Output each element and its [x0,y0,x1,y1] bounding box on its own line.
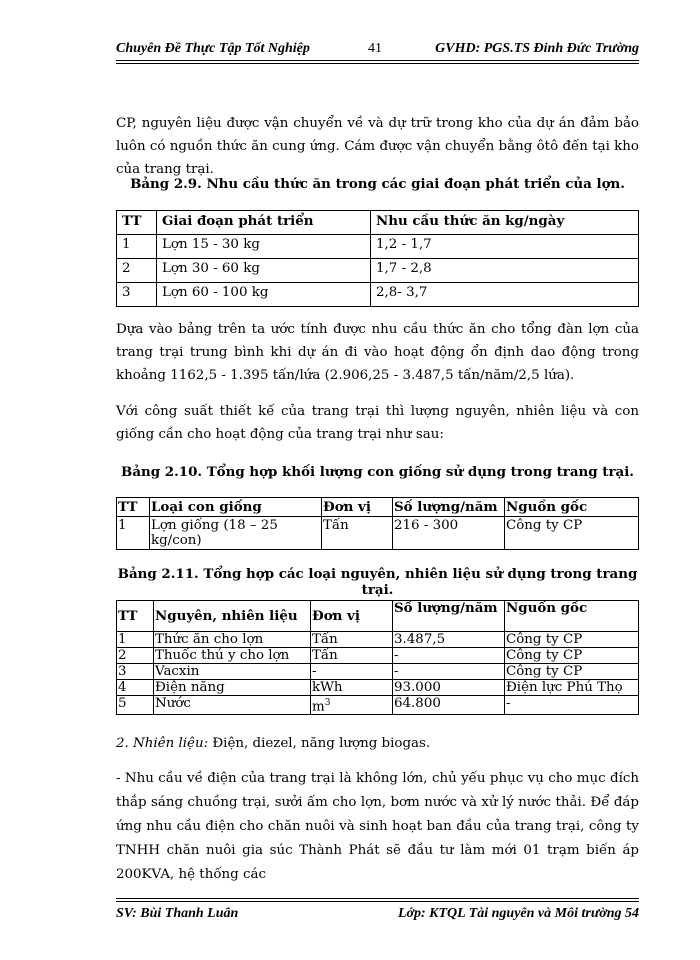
table-row [117,235,639,259]
table-cell: 1,7 - 2,8 [371,259,639,283]
page-number: 41 [368,41,382,56]
table-cell: Điện lực Phú Thọ [505,680,639,696]
fuel-section-text: Điện, diezel, năng lượng biogas. [208,736,431,751]
table-cell: 2,8- 3,7 [371,283,639,307]
table-header-cell: Nguồn gốc [505,498,639,517]
table-cell: Thuốc thú y cho lợn [154,648,311,664]
table-cell: 216 - 300 [393,517,505,550]
table-cell: 1,2 - 1,7 [371,235,639,259]
table-row [117,283,639,307]
header-supervisor: GVHD: PGS.TS Đinh Đức Trường [435,41,639,56]
table-cell: Lợn 60 - 100 kg [157,283,371,307]
table-cell: 5 [117,696,154,715]
table-feed-demand [116,210,639,307]
table-cell: 3.487,5 [393,632,505,648]
table-row [117,259,639,283]
paragraph-intro: CP, nguyên liệu được vận chuyển về và dự trữ trong kho của dự án đảm bảo luôn có nguồn thức ăn cung ứng. Cám được vận chuyển bằng ôtô đến tại kho của trang trại. [116,116,639,177]
table-cell: Công ty CP [505,648,639,664]
table-cell: 1 [117,235,157,259]
table-cell: 2 [117,259,157,283]
paragraph-feed-estimate: Dựa vào bảng trên ta ước tính được nhu cầu thức ăn cho tổng đàn lợn của trang trại trung bình khi dự án đi vào hoạt động ổn định dao động trong khoảng 1162,5 - 1.395 tấn/lứa (2.906,25 - 3.487,5 tấn/năm/2,5 lứa). [116,322,639,383]
table-row [117,680,639,696]
footer-rule [116,901,639,902]
table-header-cell: Nguyên, nhiên liệu [154,601,311,632]
table-cell: 64.800 [393,696,505,715]
table-row [117,648,639,664]
footer-student: SV: Bùi Thanh Luân [116,906,239,921]
table3-caption: Bảng 2.11. Tổng hợp các loại nguyên, nhiên liệu sử dụng trong trang trại. [117,566,638,598]
table-header-cell: Loại con giống [150,498,322,517]
table-cell: Nước [154,696,311,715]
table-header-cell: Nguồn gốc [505,601,639,632]
table-row [117,517,639,550]
footer-class: Lớp: KTQL Tài nguyên và Môi trường 54 [397,906,639,921]
table-header-cell: Giai đoạn phát triển [157,211,371,235]
table-cell: Điện năng [154,680,311,696]
table-header-row [117,211,639,235]
table-header-row [117,601,639,632]
table-cell: - [393,664,505,680]
table-cell [311,696,393,715]
table-cell: 3 [117,283,157,307]
table-breeding-stock [116,497,639,550]
table-cell: Lợn giống (18 – 25 kg/con) [150,517,322,550]
table-cell: 3 [117,664,154,680]
table-cell: Lợn 15 - 30 kg [157,235,371,259]
header-rule-thin [116,63,639,64]
page-footer [116,898,639,924]
paragraph-electricity: - Nhu cầu về điện của trang trại là không lớn, chủ yếu phục vụ cho mục đích thắp sáng chuồng trại, sưởi ấm cho lợn, bơm nước và xử lý nước thải. Để đáp ứng nhu cầu điện cho chăn nuôi và sinh hoạt ban đầu của trang trại, công ty TNHH chăn nuôi gia súc Thành Phát sẽ đầu tư làm mới 01 trạm biến áp 200KVA, hệ thống các [116,771,639,882]
table-header-cell: TT [117,601,154,632]
table-cell: kWh [311,680,393,696]
footer-rule-thin [116,898,639,899]
table-cell: 1 [117,632,154,648]
table-header-cell: Số lượng/năm [393,498,505,517]
table-cell: - [311,664,393,680]
table-header-cell: TT [117,211,157,235]
table-row [117,632,639,648]
table-cell: Công ty CP [505,632,639,648]
table-cell: 93.000 [393,680,505,696]
table-cell: - [505,696,639,715]
table-header-cell: Đơn vị [311,601,393,632]
table-cell: Công ty CP [505,664,639,680]
table-cell: 2 [117,648,154,664]
table-cell: Thức ăn cho lợn [154,632,311,648]
table-materials-fuel [116,600,639,715]
table-cell: Tấn [311,632,393,648]
table-cell: Vacxin [154,664,311,680]
table-cell: Lợn 30 - 60 kg [157,259,371,283]
table-row [117,664,639,680]
header-document-title: Chuyên Đề Thực Tập Tốt Nghiệp [116,41,310,56]
fuel-section-label: 2. Nhiên liệu: [116,736,209,751]
table-cell: 1 [117,517,150,550]
table2-caption: Bảng 2.10. Tổng hợp khối lượng con giống sử dụng trong trang trại. [121,464,634,480]
page-header [116,38,639,64]
table1-caption: Bảng 2.9. Nhu cầu thức ăn trong các giai đoạn phát triển của lợn. [130,176,625,192]
paragraph-capacity: Với công suất thiết kế của trang trại thì lượng nguyên, nhiên liệu và con giống cần cho hoạt động của trang trại như sau: [116,404,639,442]
table-cell: Công ty CP [505,517,639,550]
table-header-cell: Nhu cầu thức ăn kg/ngày [371,211,639,235]
header-rule [116,60,639,61]
unit-superscript: 3 [324,698,331,708]
table-cell: Tấn [311,648,393,664]
unit-base: m [312,699,325,715]
table-cell: - [393,648,505,664]
table-header-cell: TT [117,498,150,517]
table-cell: 4 [117,680,154,696]
table-header-cell: Đơn vị [322,498,393,517]
table-cell: Tấn [322,517,393,550]
paragraph-fuel [116,732,639,755]
table-header-cell: Số lượng/năm [393,601,505,632]
table-row [117,696,639,715]
table-header-row [117,498,639,517]
